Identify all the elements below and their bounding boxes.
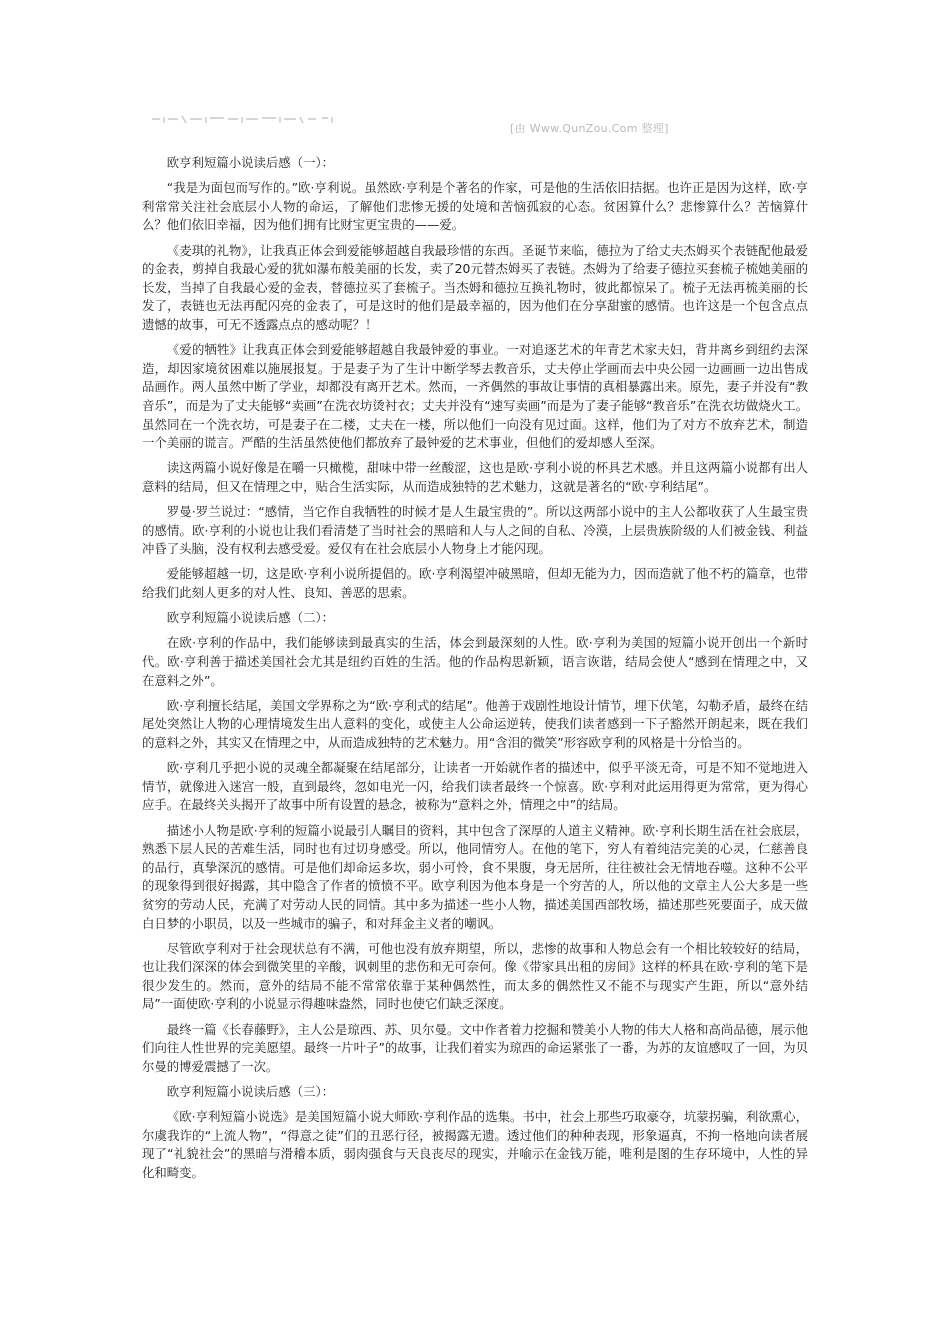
faded-header-scribble <box>150 113 350 125</box>
section-heading: 欧亨利短篇小说读后感（三）： <box>166 1084 335 1100</box>
article-body <box>142 154 808 1189</box>
paragraph: 《麦琪的礼物》，让我真正体会到爱能够超越自我最珍惜的东西。圣诞节来临，德拉为了给丈夫杰姆买个表链配他最爱的金表，剪掉自我最心爱的犹如瀑布般美丽的长发，卖了20元替杰姆买了表链。杰姆为了给妻子德拉买套梳子梳她美丽的长发，当掉了自我最心爱的金表，替德拉买了套梳子。当杰姆和德拉互换礼物时，彼此都惊呆了。梳子无法再梳美丽的长发了，表链也无法再配闪亮的金表了，可是这时的他们是最幸福的，因为他们在分享甜蜜的感情。也许这是一个包含点点遗憾的故事，可无不透露点点的感动呢？！ <box>142 242 808 332</box>
section-heading: 欧亨利短篇小说读后感（二）： <box>166 610 335 626</box>
watermark: [由 Www.QunZou.Com 整理] <box>510 122 669 135</box>
section-heading: 欧亨利短篇小说读后感（一）： <box>166 155 335 170</box>
paragraph: 欧·亨利擅长结尾，美国文学界称之为“欧·亨利式的结尾”。他善于戏剧性地设计情节，埋下伏笔，勾勒矛盾，最终在结尾处突然让人物的心理情境发生出人意料的变化，或使主人公命运逆转，使我们读者感到一下子豁然开朗起来，既在我们的意料之外，其实又在情理之中，从而造成独特的艺术魅力。用“含泪的微笑”形容欧亨利的风格是十分恰当的。 <box>142 697 808 750</box>
paragraph: 最终一篇《长春藤野》，主人公是琼西、苏、贝尔曼。文中作者着力挖掘和赞美小人物的伟大人格和高尚品德，展示他们向往人性世界的完美愿望。最终一片叶子”的故事，让我们着实为琼西的命运紧张了一番，为苏的友谊感叹了一回，为贝尔曼的博爱震撼了一次。 <box>142 1021 808 1074</box>
paragraph: 在欧·亨利的作品中，我们能够读到最真实的生活，体会到最深刻的人性。欧·亨利为美国的短篇小说开创出一个新时代。欧·亨利善于描述美国社会尤其是纽约百姓的生活。他的作品构思新颖，语言诙谐，结局会使人“感到在情理之中，又在意料之外”。 <box>142 635 808 688</box>
paragraph: “我是为面包而写作的。”欧·亨利说。虽然欧·亨利是个著名的作家，可是他的生活依旧拮据。也许正是因为这样，欧·亨利常常关注社会底层小人物的命运，了解他们悲惨无援的处境和苦恼孤寂的心态。贫困算什么？悲惨算什么？苦恼算什么？他们依旧幸福，因为他们拥有比财宝更宝贵的——爱。 <box>142 180 808 233</box>
paragraph: 尽管欧亨利对于社会现状总有不满，可他也没有放弃期望，所以，悲惨的故事和人物总会有一个相比较较好的结局，也让我们深深的体会到微笑里的辛酸，讽刺里的悲伤和无可奈何。像《带家具出租的房间》这样的杯具在欧·亨利的笔下是很少发生的。然而，意外的结局不能不常常依靠于某种偶然性，而太多的偶然性又不能不与现实产生距，所以“意外结局”一面使欧·亨利的小说显示得趣味盎然，同时也使它们缺乏深度。 <box>142 940 808 1012</box>
paragraph: 描述小人物是欧·亨利的短篇小说最引人瞩目的资料，其中包含了深厚的人道主义精神。欧·亨利长期生活在社会底层，熟悉下层人民的苦难生活，同时也有过切身感受。所以，他同情穷人。在他的笔下，穷人有着纯洁完美的心灵，仁慈善良的品行，真挚深沉的感情。可是他们却命运多坎，弱小可怜，食不果腹，身无居所，往往被社会无情地吞噬。这种不公平的现象得到很好揭露，其中隐含了作者的愤愤不平。欧亨利因为他本身是一个穷苦的人，所以他的文章主人公大多是一些贫穷的劳动人民，充满了对劳动人民的同情。其中多为描述一些小人物，描述美国西部牧场，描述那些死要面子，成天做白日梦的小职员，以及一些城市的骗子，和对拜金主义者的嘲讽。 <box>142 822 808 931</box>
paragraph: 欧·亨利几乎把小说的灵魂全都凝聚在结尾部分，让读者一开始就作者的描述中，似乎平淡无奇，可是不知不觉地进入情节，就像进入迷宫一般，直到最终，忽如电光一闪，给我们读者最终一个惊喜。欧·亨利对此运用得更为常常，更为得心应手。在最终关头揭开了故事中所有设置的悬念，被称为“意料之外，情理之中”的结局。 <box>142 760 808 813</box>
paragraph: 罗曼·罗兰说过：“感情，当它作自我牺牲的时候才是人生最宝贵的”。所以这两部小说中的主人公都收获了人生最宝贵的感情。欧·亨利的小说也让我们看清楚了当时社会的黑暗和人与人之间的自私、冷漠，上层贵族阶级的人们被金钱、利益冲昏了头脑，没有权利去感受爱。爱仅有在社会底层小人物身上才能闪现。 <box>142 504 808 557</box>
paragraph: 读这两篇小说好像是在嚼一只橄榄，甜味中带一丝酸涩，这也是欧·亨利小说的杯具艺术感。并且这两篇小说都有出人意料的结局，但又在情理之中，贴合生活实际，从而造成独特的艺术魅力，这就是著名的“欧·亨利结尾”。 <box>142 460 808 494</box>
paragraph: 爱能够超越一切，这是欧·亨利小说所提倡的。欧·亨利渴望冲破黑暗，但却无能为力，因而造就了他不朽的篇章，也带给我们此刻人更多的对人性、良知、善恶的思索。 <box>142 566 808 601</box>
paragraph: 《欧·亨利短篇小说选》是美国短篇小说大师欧·亨利作品的选集。书中，社会上那些巧取豪夺，坑蒙拐骗，利欲熏心，尔虞我诈的“上流人物”，“得意之徒”们的丑恶行径，被揭露无遗。透过他们的种种表现，形象逼真，不拘一格地向读者展现了“礼貌社会”的黑暗与滑稽本质，弱肉强食与天良丧尽的现实，并喻示在金钱万能，唯利是图的生存环境中，人性的异化和畸变。 <box>142 1109 808 1180</box>
paragraph: 《爱的牺牲》让我真正体会到爱能够超越自我最钟爱的事业。一对追逐艺术的年青艺术家夫妇，背井离乡到纽约去深造，却因家境贫困难以施展报复。于是妻子为了生计中断学琴去教音乐，丈夫停止学画而去中央公园一边画画一边出售成品画作。两人虽然中断了学业，却都没有离开艺术。然而，一齐偶然的事故让事情的真相暴露出来。原先，妻子并没有“教音乐”，而是为了丈夫能够“卖画”在洗衣坊烫衬衣；丈夫并没有“速写卖画”而是为了妻子能够“教音乐”在洗衣坊做烧火工。虽然同在一个洗衣坊，可是妻子在二楼，丈夫在一楼，所以他们一向没有见过面。这样，他们为了对方不放弃艺术，制造一个美丽的谎言。严酷的生活虽然使他们都放弃了最钟爱的艺术事业，但他们的爱却感人至深。 <box>142 342 808 451</box>
